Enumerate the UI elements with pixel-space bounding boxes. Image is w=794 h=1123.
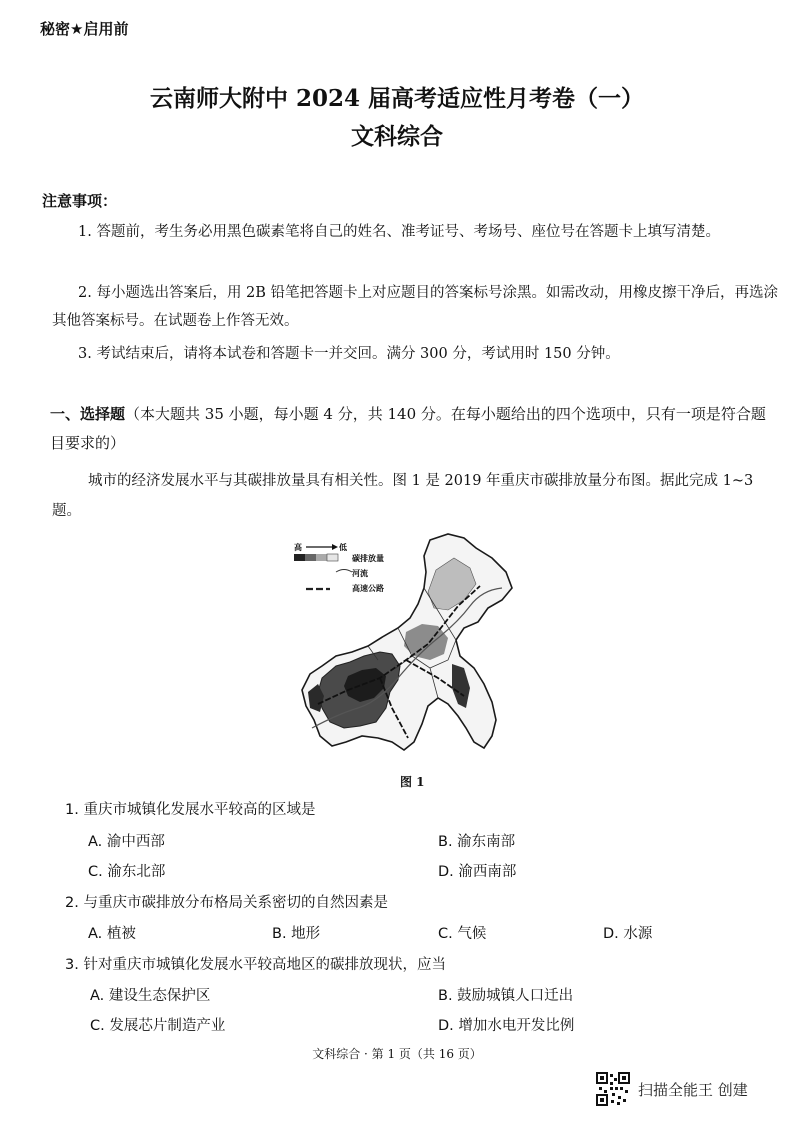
notice-heading: 注意事项： — [42, 192, 118, 210]
question-3-stem: 3. 针对重庆市城镇化发展水平较高地区的碳排放现状，应当 — [65, 957, 446, 973]
notice-item-2: 2. 每小题选出答案后，用 2B 铅笔把答题卡上对应题目的答案标号涂黑。如需改动，用橡皮擦干净后，再选涂其他答案标号。在试题卷上作答无效。 — [52, 285, 779, 329]
map-legend — [294, 542, 384, 593]
page-footer: 文科综合 · 第 1 页（共 16 页） — [312, 1047, 482, 1061]
map-svg — [288, 528, 528, 768]
q1-option-c[interactable]: C. 渝东北部 — [88, 864, 166, 880]
q3-option-c[interactable]: C. 发展芯片制造产业 — [90, 1018, 226, 1034]
legend-emission: 碳排放量 — [352, 554, 384, 563]
legend-swatch-3 — [316, 554, 327, 561]
legend-high: 高 — [294, 543, 302, 552]
q2-option-c[interactable]: C. 气候 — [438, 926, 487, 942]
q2-option-a[interactable]: A. 植被 — [88, 926, 136, 942]
question-2-stem: 2. 与重庆市碳排放分布格局关系密切的自然因素是 — [65, 895, 388, 911]
notice-item-1: 1. 答题前，考生务必用黑色碳素笔将自己的姓名、准考证号、考场号、座位号在答题卡上填写清楚。 — [78, 224, 720, 240]
q3-option-a[interactable]: A. 建设生态保护区 — [90, 988, 211, 1004]
notice-item-3: 3. 考试结束后，请将本试卷和答题卡一并交回。满分 300 分，考试用时 150 分钟。 — [78, 346, 620, 362]
question-intro: 城市的经济发展水平与其碳排放量具有相关性。图 1 是 2019 年重庆市碳排放量分布图。据此完成 1~3 题。 — [52, 473, 754, 519]
confidential-mark: 秘密★启用前 — [40, 20, 129, 38]
exam-title: 云南师大附中 2024 届高考适应性月考卷（一） — [149, 85, 645, 112]
legend-highway: 高速公路 — [352, 584, 384, 593]
question-1-stem: 1. 重庆市城镇化发展水平较高的区域是 — [65, 802, 316, 818]
section-heading — [50, 400, 780, 458]
figure-caption: 图 1 — [400, 775, 425, 789]
section-label: 一、选择题 — [50, 405, 126, 423]
legend-swatch-1 — [294, 554, 305, 561]
legend-low: 低 — [339, 543, 347, 552]
qr-code-icon — [596, 1072, 630, 1106]
legend-river: 河流 — [352, 569, 368, 578]
q2-option-d[interactable]: D. 水源 — [603, 926, 653, 942]
q3-option-d[interactable]: D. 增加水电开发比例 — [438, 1018, 575, 1034]
carbon-emission-map — [288, 528, 528, 772]
section-description: （本大题共 35 小题，每小题 4 分，共 140 分。在每小题给出的四个选项中，只有一项是符合题目要求的） — [50, 405, 766, 452]
legend-arrowhead-icon — [332, 544, 338, 550]
q1-option-d[interactable]: D. 渝西南部 — [438, 864, 517, 880]
scanner-watermark-text: 扫描全能王 创建 — [638, 1080, 748, 1099]
q2-option-b[interactable]: B. 地形 — [272, 926, 321, 942]
q1-option-b[interactable]: B. 渝东南部 — [438, 834, 516, 850]
q1-option-a[interactable]: A. 渝中西部 — [88, 834, 165, 850]
scanner-watermark — [596, 1072, 748, 1106]
legend-river-icon — [336, 570, 352, 573]
legend-swatch-4 — [327, 554, 338, 561]
exam-subject: 文科综合 — [351, 123, 443, 150]
q3-option-b[interactable]: B. 鼓励城镇人口迁出 — [438, 988, 574, 1004]
legend-swatch-2 — [305, 554, 316, 561]
